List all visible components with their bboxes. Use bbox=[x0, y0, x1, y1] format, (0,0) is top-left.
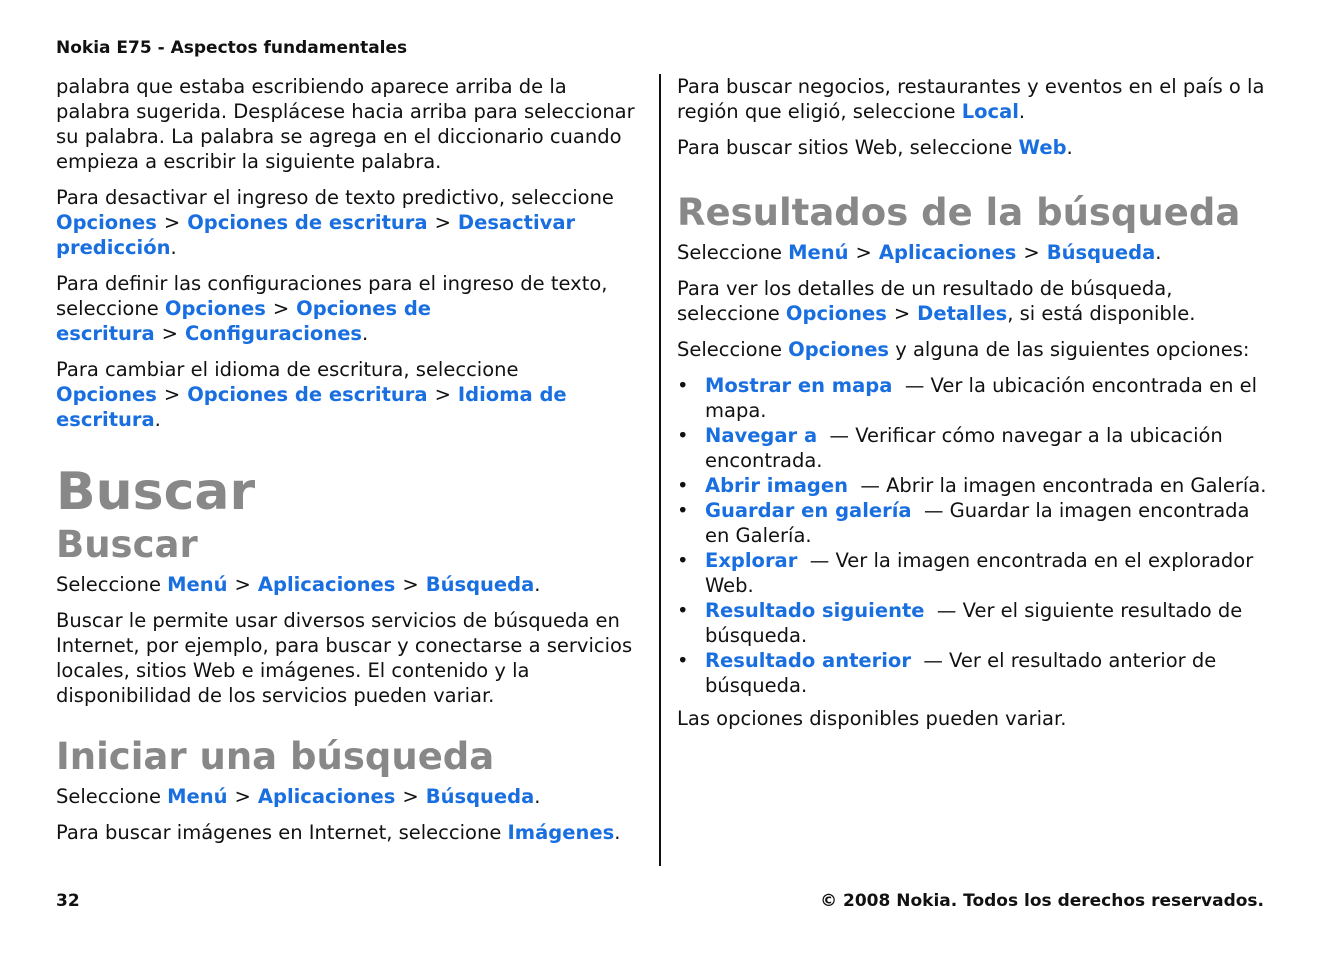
option-description: — Verificar cómo navegar a la ubicación encontrada. bbox=[705, 424, 1223, 472]
bullet-icon: • bbox=[677, 424, 689, 447]
paragraph-options-vary: Las opciones disponibles pueden variar. bbox=[677, 707, 1067, 730]
option-description: — Ver la imagen encontrada en el explorador Web. bbox=[705, 549, 1254, 597]
list-item bbox=[677, 598, 1277, 648]
chapter-title: Buscar bbox=[56, 462, 256, 522]
paragraph-continuation: palabra que estaba escribiendo aparece arriba de la palabra sugerida. Desplácese hacia arriba para seleccionar su palabra. La palabra se agrega en el diccionario cuando empieza a escribir la siguiente palabra. bbox=[56, 75, 635, 173]
options-list bbox=[677, 373, 1277, 698]
paragraph-configure-input: Para definir las configuraciones para el ingreso de texto, seleccione Opciones > Opciones de escritura > Configuraciones. bbox=[56, 272, 608, 345]
separator: > bbox=[434, 211, 451, 234]
bullet-icon: • bbox=[677, 374, 689, 397]
paragraph-select-path: Seleccione Menú > Aplicaciones > Búsqueda. bbox=[56, 785, 541, 808]
separator: > bbox=[402, 573, 419, 596]
link-aplicaciones[interactable]: Aplicaciones bbox=[878, 241, 1017, 264]
paragraph-buscar-description: Buscar le permite usar diversos servicios de búsqueda en Internet, por ejemplo, para buscar y conectarse a servicios locales, sitios Web e imágenes. El contenido y la disponibilidad de los servicios pueden variar. bbox=[56, 609, 633, 707]
paragraph-select-path: Seleccione Menú > Aplicaciones > Búsqueda. bbox=[677, 241, 1162, 264]
paragraph-search-images: Para buscar imágenes en Internet, seleccione Imágenes. bbox=[56, 821, 621, 844]
separator: > bbox=[1023, 241, 1040, 264]
list-item bbox=[677, 473, 1277, 498]
separator: > bbox=[855, 241, 872, 264]
link-configuraciones[interactable]: Configuraciones bbox=[185, 322, 363, 345]
link-opciones-escritura[interactable]: Opciones de escritura bbox=[187, 211, 428, 234]
copyright-notice: © 2008 Nokia. Todos los derechos reservados. bbox=[820, 891, 1264, 911]
link-web[interactable]: Web bbox=[1018, 136, 1067, 159]
option-label[interactable]: Resultado anterior bbox=[705, 649, 911, 672]
separator: > bbox=[161, 322, 179, 345]
link-opciones[interactable]: Opciones bbox=[785, 302, 887, 325]
column-divider bbox=[659, 74, 661, 866]
paragraph-search-local: Para buscar negocios, restaurantes y eventos en el país o la región que eligió, seleccione Local. bbox=[677, 75, 1265, 123]
option-description: — Ver la ubicación encontrada en el mapa. bbox=[705, 374, 1258, 422]
separator: > bbox=[272, 297, 290, 320]
section-title-buscar: Buscar bbox=[56, 523, 198, 566]
link-local[interactable]: Local bbox=[961, 100, 1019, 123]
paragraph-view-details: Para ver los detalles de un resultado de búsqueda, seleccione Opciones > Detalles, si está disponible. bbox=[677, 277, 1196, 325]
paragraph-disable-predictive: Para desactivar el ingreso de texto predictivo, seleccione Opciones > Opciones de escritura > Desactivar predicción. bbox=[56, 186, 614, 259]
bullet-icon: • bbox=[677, 474, 689, 497]
option-label[interactable]: Resultado siguiente bbox=[705, 599, 925, 622]
bullet-icon: • bbox=[677, 499, 689, 522]
option-description: — Ver el siguiente resultado de búsqueda. bbox=[705, 599, 1243, 647]
link-busqueda[interactable]: Búsqueda bbox=[1046, 241, 1156, 264]
link-aplicaciones[interactable]: Aplicaciones bbox=[257, 573, 396, 596]
link-opciones[interactable]: Opciones bbox=[164, 297, 266, 320]
section-title-iniciar-busqueda: Iniciar una búsqueda bbox=[56, 735, 495, 778]
option-description: — Ver el resultado anterior de búsqueda. bbox=[705, 649, 1217, 697]
link-opciones[interactable]: Opciones bbox=[788, 338, 890, 361]
list-item bbox=[677, 373, 1277, 423]
link-detalles[interactable]: Detalles bbox=[917, 302, 1008, 325]
list-item bbox=[677, 423, 1277, 473]
option-label[interactable]: Guardar en galería bbox=[705, 499, 912, 522]
right-column bbox=[677, 74, 1277, 742]
link-opciones-escritura[interactable]: Opciones de escritura bbox=[56, 297, 432, 345]
link-opciones-escritura[interactable]: Opciones de escritura bbox=[187, 383, 428, 406]
link-idioma-escritura[interactable]: Idioma de escritura bbox=[56, 383, 567, 431]
option-description: — Abrir la imagen encontrada en Galería. bbox=[860, 474, 1267, 497]
link-opciones[interactable]: Opciones bbox=[56, 383, 157, 406]
option-label[interactable]: Explorar bbox=[705, 549, 798, 572]
link-imagenes[interactable]: Imágenes bbox=[507, 821, 615, 844]
separator: > bbox=[234, 573, 251, 596]
separator: > bbox=[163, 383, 181, 406]
bullet-icon: • bbox=[677, 599, 689, 622]
running-header: Nokia E75 - Aspectos fundamentales bbox=[56, 38, 408, 58]
separator: > bbox=[163, 211, 181, 234]
link-menu[interactable]: Menú bbox=[167, 785, 228, 808]
bullet-icon: • bbox=[677, 649, 689, 672]
link-menu[interactable]: Menú bbox=[167, 573, 228, 596]
paragraph-search-web: Para buscar sitios Web, seleccione Web. bbox=[677, 136, 1073, 159]
option-label[interactable]: Navegar a bbox=[705, 424, 818, 447]
bullet-icon: • bbox=[677, 549, 689, 572]
option-label[interactable]: Abrir imagen bbox=[705, 474, 848, 497]
paragraph-select-path: Seleccione Menú > Aplicaciones > Búsqueda. bbox=[56, 573, 541, 596]
left-column bbox=[56, 74, 646, 856]
option-description: — Guardar la imagen encontrada en Galería. bbox=[705, 499, 1250, 547]
separator: > bbox=[893, 302, 911, 325]
paragraph-select-options: Seleccione Opciones y alguna de las siguientes opciones: bbox=[677, 338, 1250, 361]
link-menu[interactable]: Menú bbox=[788, 241, 849, 264]
link-busqueda[interactable]: Búsqueda bbox=[425, 573, 535, 596]
separator: > bbox=[434, 383, 451, 406]
paragraph-change-language: Para cambiar el idioma de escritura, seleccione Opciones > Opciones de escritura > Idioma de escritura. bbox=[56, 358, 567, 431]
section-title-resultados: Resultados de la búsqueda bbox=[677, 191, 1241, 234]
separator: > bbox=[234, 785, 251, 808]
option-label[interactable]: Mostrar en mapa bbox=[705, 374, 893, 397]
link-aplicaciones[interactable]: Aplicaciones bbox=[257, 785, 396, 808]
page-number: 32 bbox=[56, 891, 80, 911]
list-item bbox=[677, 498, 1277, 548]
list-item bbox=[677, 648, 1277, 698]
link-busqueda[interactable]: Búsqueda bbox=[425, 785, 535, 808]
link-opciones[interactable]: Opciones bbox=[56, 211, 157, 234]
link-desactivar-prediccion[interactable]: Desactivar predicción bbox=[56, 211, 576, 259]
list-item bbox=[677, 548, 1277, 598]
separator: > bbox=[402, 785, 419, 808]
